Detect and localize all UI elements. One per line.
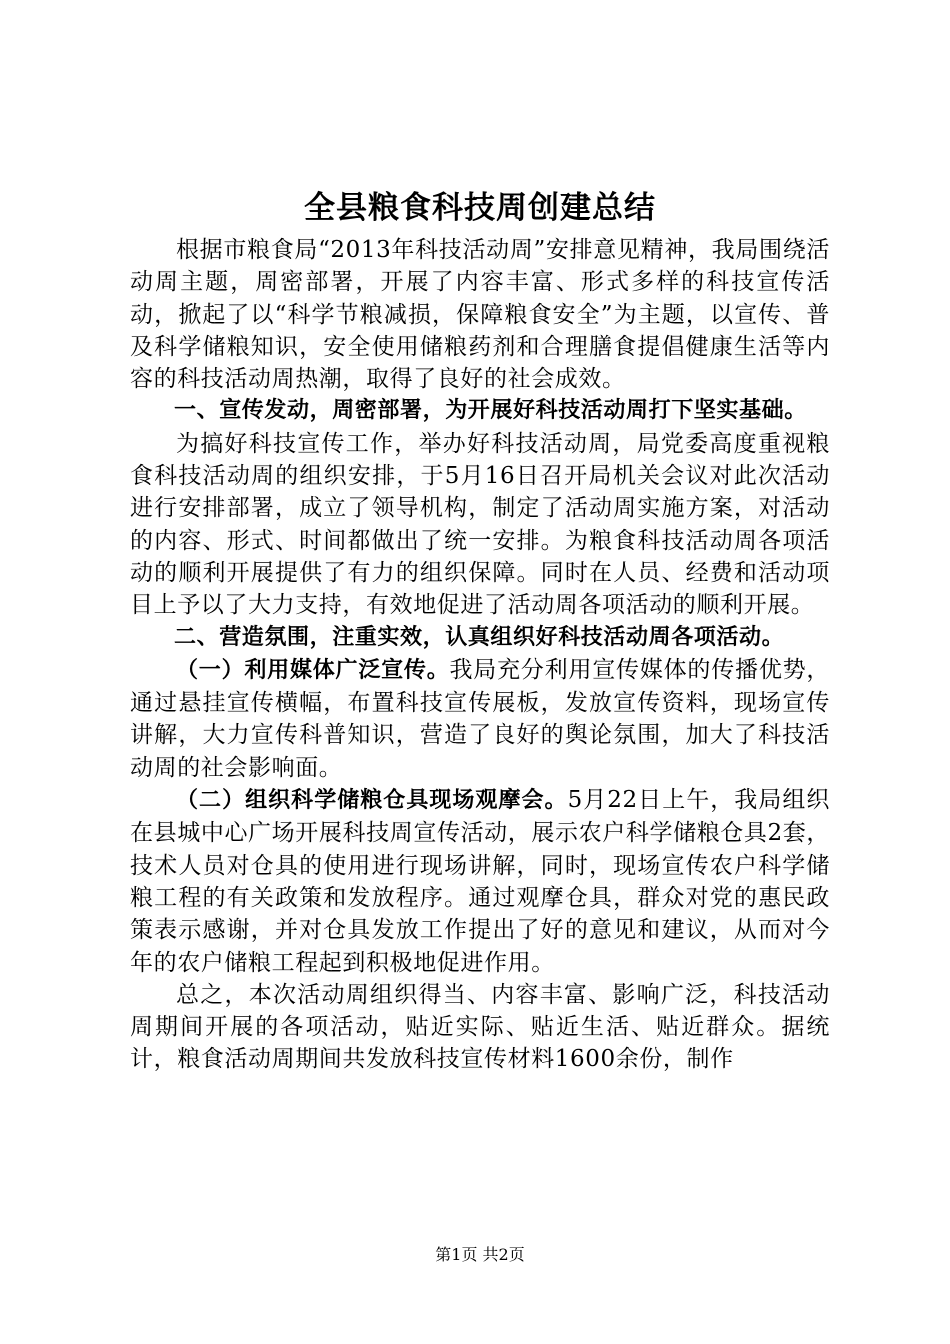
- section-heading-2: 二、营造氛围，注重实效，认真组织好科技活动周各项活动。: [174, 624, 785, 650]
- summary-paragraph: 总之，本次活动周组织得当、内容丰富、影响广泛，科技活动周期间开展的各项活动，贴近实际、贴近生活、贴近群众。据统计，粮食活动周期间共发放科技宣传材料1600余份，制作: [130, 981, 830, 1073]
- subsection-1-text: 我局充分利用宣传媒体的传播优势，通过悬挂宣传横幅，布置科技宣传展板，发放宣传资料，现场宣传讲解，大力宣传科普知识，营造了良好的舆论氛围，加大了科技活动周的社会影响面。: [130, 656, 830, 781]
- document-body: [130, 234, 830, 1076]
- document-page: [130, 0, 830, 1344]
- section-1-paragraph: 为搞好科技宣传工作，举办好科技活动周，局党委高度重视粮食科技活动周的组织安排，于5月16日召开局机关会议对此次活动进行安排部署，成立了领导机构，制定了活动周实施方案，对活动的内容、形式、时间都做出了统一安排。为粮食科技活动周各项活动的顺利开展提供了有力的组织保障。同时在人员、经费和活动项目上予以了大力支持，有效地促进了活动周各项活动的顺利开展。: [130, 430, 830, 619]
- document-title: 全县粮食科技周创建总结: [304, 190, 656, 226]
- section-heading-1: 一、宣传发动，周密部署，为开展好科技活动周打下坚实基础。: [174, 398, 807, 424]
- subsection-1-paragraph: [130, 654, 830, 784]
- page-number-footer: 第1页 共2页: [435, 1245, 525, 1264]
- subsection-2-heading: （二）组织科学储粮仓具现场观摩会。: [176, 788, 568, 814]
- subsection-2-text: 5月22日上午，我局组织在县城中心广场开展科技周宣传活动，展示农户科学储粮仓具2套，技术人员对仓具的使用进行现场讲解，同时，现场宣传农户科学储粮工程的有关政策和发放程序。通过观摩仓具，群众对党的惠民政策表示感谢，并对仓具发放工作提出了好的意见和建议，从而对今年的农户储粮工程起到积极地促进作用。: [130, 787, 830, 976]
- intro-paragraph: 根据市粮食局“2013年科技活动周”安排意见精神，我局围绕活动周主题，周密部署，开展了内容丰富、形式多样的科技宣传活动，掀起了以“科学节粮减损，保障粮食安全”为主题，以宣传、普及科学储粮知识，安全使用储粮药剂和合理膳食提倡健康生活等内容的科技活动周热潮，取得了良好的社会成效。: [130, 237, 830, 393]
- subsection-1-heading: （一）利用媒体广泛宣传。: [176, 657, 450, 683]
- subsection-2-paragraph: [130, 784, 830, 979]
